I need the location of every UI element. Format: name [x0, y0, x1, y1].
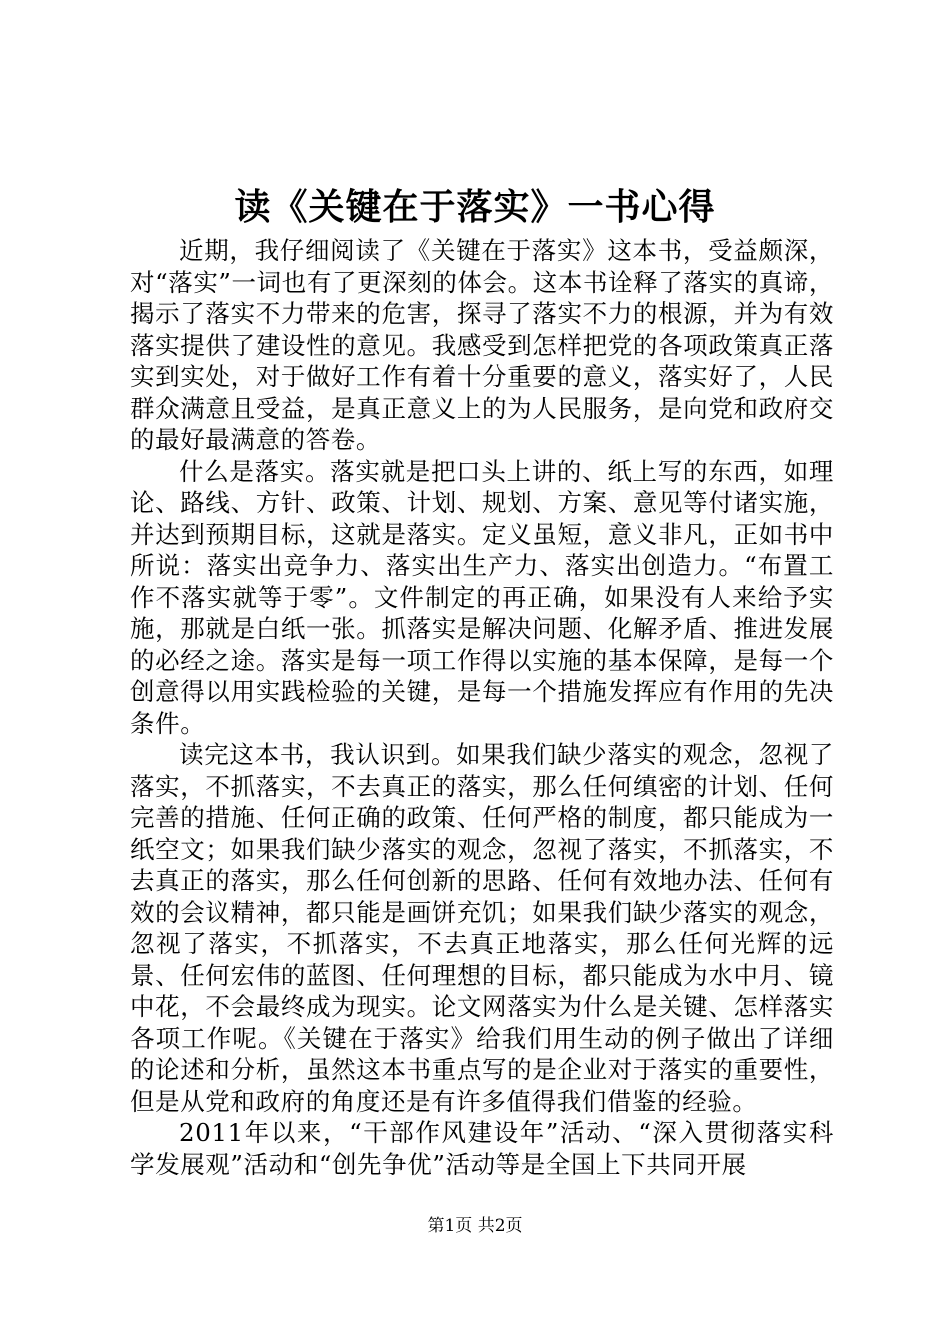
paragraph-1: 近期，我仔细阅读了《关键在于落实》这本书，受益颇深，对“落实”一词也有了更深刻的体会。这本书诠释了落实的真谛，揭示了落实不力带来的危害，探寻了落实不力的根源，并为有效落实提供了建设性的意见。我感受到怎样把党的各项政策真正落实到实处，对于做好工作有着十分重要的意义，落实好了，人民群众满意且受益，是真正意义上的为人民服务，是向党和政府交的最好最满意的答卷。 [130, 236, 834, 454]
document-body [130, 235, 834, 1180]
paragraph-4: 2011年以来，“干部作风建设年”活动、“深入贯彻落实科学发展观”活动和“创先争优”活动等是全国上下共同开展 [130, 1118, 834, 1179]
document-title: 读《关键在于落实》一书心得 [234, 187, 716, 228]
paragraph-2: 什么是落实。落实就是把口头上讲的、纸上写的东西，如理论、路线、方针、政策、计划、规划、方案、意见等付诸实施，并达到预期目标，这就是落实。定义虽短，意义非凡，正如书中所说：落实出竞争力、落实出生产力、落实出创造力。“布置工作不落实就等于零”。文件制定的再正确，如果没有人来给予实施，那就是白纸一张。抓落实是解决问题、化解矛盾、推进发展的必经之途。落实是每一项工作得以实施的基本保障，是每一个创意得以用实践检验的关键，是每一个措施发挥应有作用的先决条件。 [130, 456, 834, 738]
page-footer: 第1页 共2页 [427, 1216, 523, 1236]
paragraph-3: 读完这本书，我认识到。如果我们缺少落实的观念，忽视了落实，不抓落实，不去真正的落实，那么任何缜密的计划、任何完善的措施、任何正确的政策、任何严格的制度，都只能成为一纸空文；如果我们缺少落实的观念，忽视了落实，不抓落实，不去真正的落实，那么任何创新的思路、任何有效地办法、任何有效的会议精神，都只能是画饼充饥；如果我们缺少落实的观念，忽视了落实，不抓落实，不去真正地落实，那么任何光辉的远景、任何宏伟的蓝图、任何理想的目标，都只能成为水中月、镜中花，不会最终成为现实。论文网落实为什么是关键、怎样落实各项工作呢。《关键在于落实》给我们用生动的例子做出了详细的论述和分析，虽然这本书重点写的是企业对于落实的重要性，但是从党和政府的角度还是有许多值得我们借鉴的经验。 [130, 740, 834, 1116]
